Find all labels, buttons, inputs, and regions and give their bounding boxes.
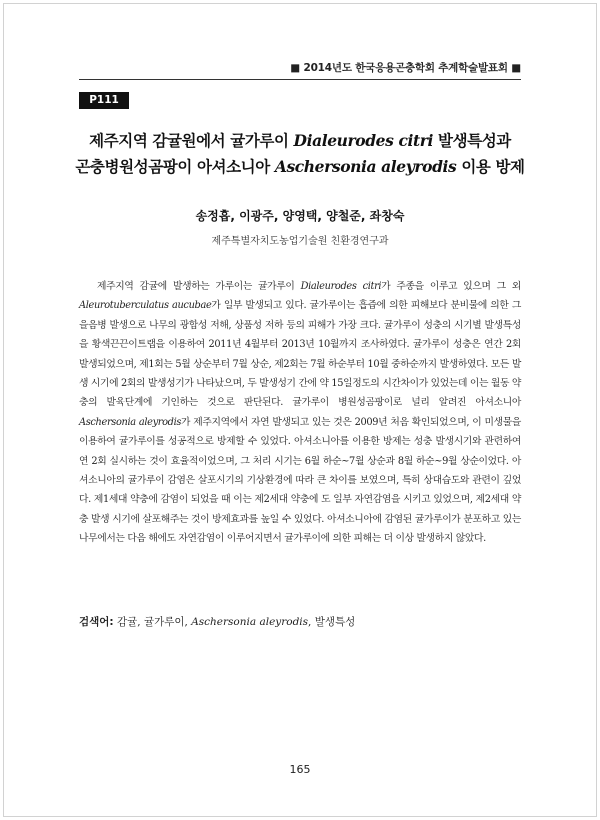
paper-title (60, 128, 540, 180)
abstract-paragraph: 제주지역 감귤에 발생하는 가루이는 귤가루이 Dialeurodes citri가 주종을 이루고 있으며 그 외 Aleurotuberculatus aucubae가 일부 발생되고 있다. 귤가루이는 흡즙에 의한 피해보다 분비물에 의한 그을음병 발생으로 나무의 광합성 저해, 상품성 저하 등의 피해가 가장 크다. 귤가루이 성충의 시기별 발생특성을 황색끈끈이트랩을 이용하여 2011년 4월부터 2013년 10월까지 조사하였다. 귤가루이 성충은 연간 2회 발생되었으며, 제1회는 5월 상순부터 7월 상순, 제2회는 7월 하순부터 10월 중하순까지 발생하였다. 모든 발생 시기에 2회의 발생성기가 나타났으며, 두 발생성기 간에 약 15일정도의 시간차이가 있었는데 이는 월동 약충의 발육단계에 기인하는 것으로 판단된다. 귤가루이 병원성곰팡이로 널리 알려진 아셔소니아 Aschersonia aleyrodis가 제주지역에서 자연 발생되고 있는 것은 2009년 처음 확인되었으며, 이 미생물을 이용하여 귤가루이를 성공적으로 방제할 수 있었다. 아셔소니아를 이용한 방제는 성충 발생시기와 관련하여 연 2회 실시하는 것이 효율적이었으며, 그 처리 시기는 6월 하순~7월 상순과 8월 하순~9월 상순이었다. 아셔소니아의 귤가루이 감염은 살포시기의 기상환경에 따라 큰 차이를 보였으며, 특히 상대습도와 관련이 깊었다. 제1세대 약충에 감염이 되었을 때 이는 제2세대 약충에 도 일부 자연감염을 시키고 있었으며, 제2세대 약충 발생 시기에 살포해주는 것이 방제효과를 높일 수 있었다. 아셔소니아에 감염된 귤가루이가 분포하고 있는 나무에서는 다음 해에도 자연감염이 이루어지면서 귤가루이에 의한 피해는 더 이상 발생하지 않았다. (79, 281, 521, 545)
keywords-label: 검색어: (79, 616, 114, 628)
affiliation: 제주특별자치도농업기술원 친환경연구과 (211, 236, 389, 247)
abstract (79, 277, 521, 597)
title-line-2: 곤충병원성곰팡이 아셔소니아 Aschersonia aleyrodis 이용 방제 (75, 157, 525, 176)
poster-number-badge: P111 (79, 92, 129, 109)
running-header: ■ 2014년도 한국응용곤충학회 추계학술발표회 ■ (290, 62, 521, 74)
keywords: 검색어: 감귤, 귤가루이, Aschersonia aleyrodis, 발생특성 (79, 616, 356, 628)
header-rule (79, 79, 521, 80)
page-number: 165 (289, 763, 311, 776)
title-line-1: 제주지역 감귤원에서 귤가루이 Dialeurodes citri 발생특성과 (89, 131, 511, 150)
author-list: 송정흡, 이광주, 양영택, 양철준, 좌창숙 (195, 209, 405, 223)
